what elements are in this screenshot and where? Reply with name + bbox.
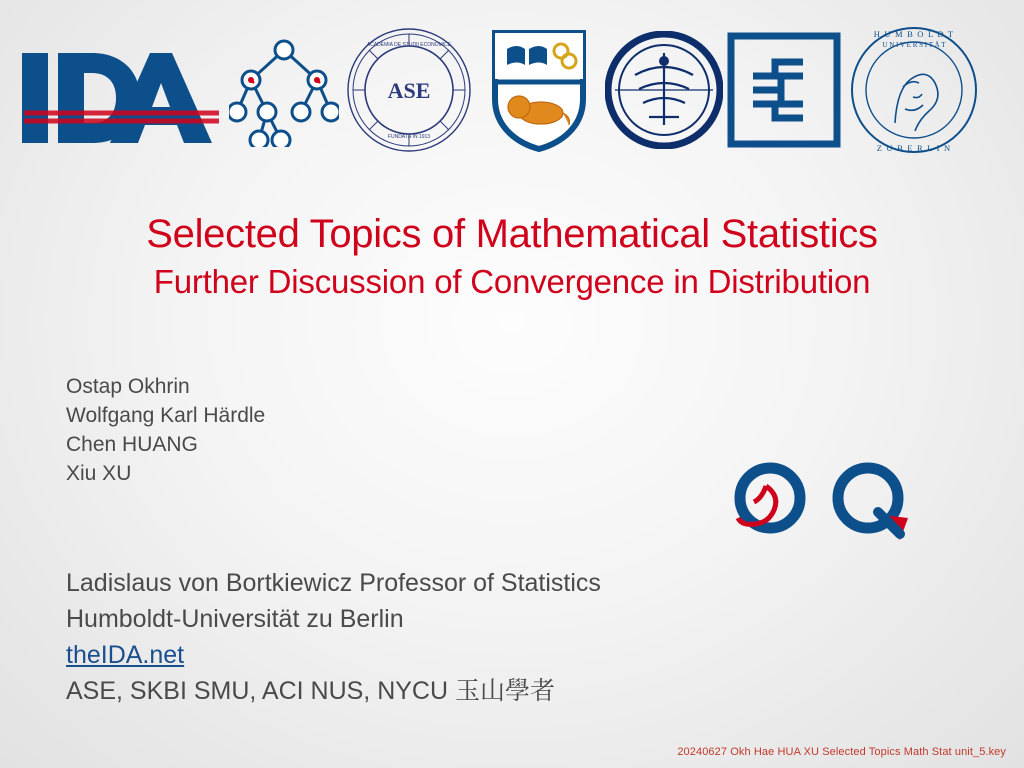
list-item: Xiu XU xyxy=(66,462,132,485)
list-item: Ostap Okhrin xyxy=(66,375,190,398)
decision-tree-logo xyxy=(224,25,344,155)
list-item: Chen HUANG xyxy=(66,433,198,456)
affiliation-block xyxy=(66,565,601,709)
affiliation-line-1: Ladislaus von Bortkiewicz Professor of Statistics xyxy=(66,569,601,597)
page-subtitle: Further Discussion of Convergence in Distribution xyxy=(153,263,871,300)
svg-text:U N I V E R S I T Ä T: U N I V E R S I T Ä T xyxy=(882,40,946,49)
nus-seal xyxy=(604,25,724,155)
humboldt-universitaet-seal xyxy=(844,25,984,155)
svg-text:ACADEMIA DE STUDII ECONOMICE: ACADEMIA DE STUDII ECONOMICE xyxy=(366,41,452,48)
affiliation-line-2: Humboldt-Universität zu Berlin xyxy=(66,605,404,633)
smu-crest xyxy=(474,25,604,155)
title-block xyxy=(0,210,1024,304)
list-item: Wolfgang Karl Härdle xyxy=(66,404,266,427)
svg-text:Z U B E R L I N: Z U B E R L I N xyxy=(876,142,952,153)
svg-text:H U M B O L D T: H U M B O L D T xyxy=(873,28,955,39)
svg-text:FUNDATĂ ÎN 1913: FUNDATĂ ÎN 1913 xyxy=(387,133,431,140)
quantlet-qq-logo xyxy=(728,462,933,552)
footer-filename: 20240627 Okh Hae HUA XU Selected Topics Math Stat unit_5.key xyxy=(677,746,1006,758)
ida-logo xyxy=(14,25,224,155)
logo-strip xyxy=(14,22,1010,157)
affiliation-line-4: ASE, SKBI SMU, ACI NUS, NYCU 玉山學者 xyxy=(66,677,555,705)
author-list xyxy=(66,372,265,488)
ase-bucharest-seal xyxy=(344,25,474,155)
nycu-logo xyxy=(724,25,844,155)
page-title: Selected Topics of Mathematical Statistics xyxy=(146,212,878,256)
svg-text:ASE: ASE xyxy=(387,77,431,103)
website-link[interactable]: theIDA.net xyxy=(66,641,185,669)
